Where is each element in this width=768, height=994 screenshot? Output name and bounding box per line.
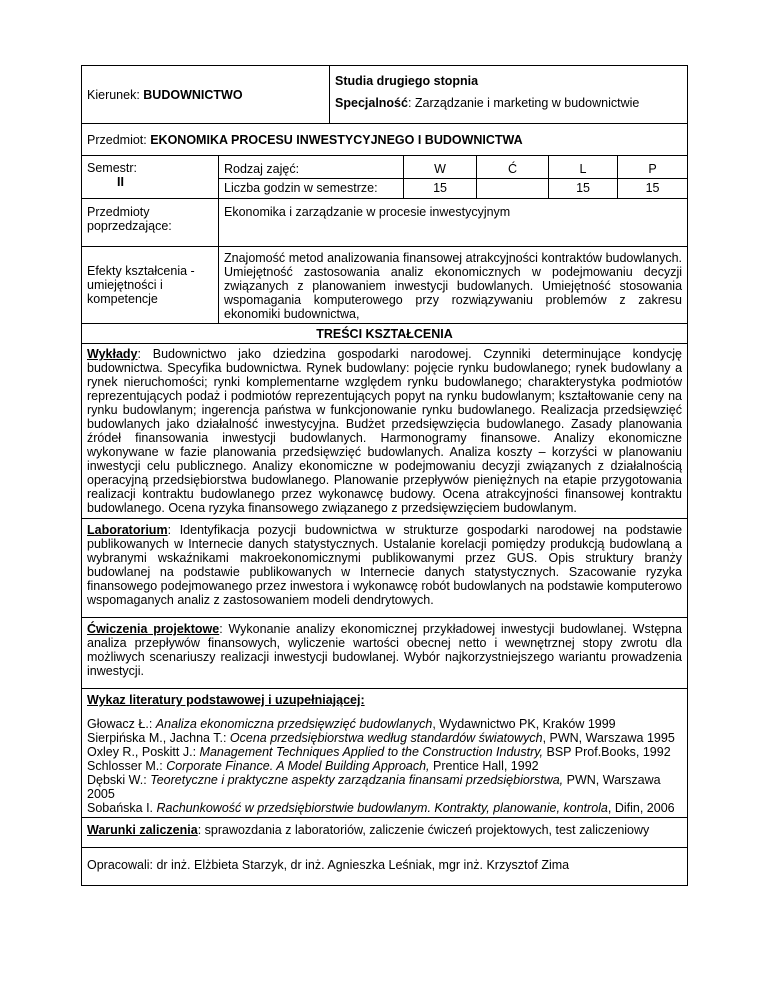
lit-rest: BSP Prof.Books, 1992 bbox=[543, 745, 671, 759]
syllabus-table bbox=[81, 65, 688, 886]
literatura-item bbox=[87, 717, 682, 731]
tresci-row bbox=[82, 324, 688, 344]
lit-title: Corporate Finance. A Model Building Approach, bbox=[166, 759, 430, 773]
cwiczenia-label: Ćwiczenia projektowe bbox=[87, 622, 220, 636]
laboratorium-text: : Identyfikacja pozycji budownictwa w strukturze gospodarki narodowej na podstawie publikowanych w Internecie danych statystycznych. Ustalanie korelacji pomiędzy produkcją budowlaną a wybranymi wskaźnikami makroekonomicznymi publikowanymi przez GUS. Opis struktury branży budowlanej na podstawie publikowanych w Internecie danych statystycznych. Szacowanie ryzyka finansowego podejmowanego przez inwestora i wykonawcę robót budowlanych na podstawie komputerowo wspomaganych analiz z zastosowaniem modeli dendrytowych. bbox=[87, 523, 683, 607]
literatura-item bbox=[87, 745, 682, 759]
przedmiot-row bbox=[82, 124, 688, 156]
przedmiot-cell bbox=[82, 124, 688, 156]
lit-author: Oxley R., Poskitt J.: bbox=[87, 745, 200, 759]
wyklady-row bbox=[82, 344, 688, 519]
opracowali-row bbox=[82, 848, 688, 886]
przedmiot-value: EKONOMIKA PROCESU INWESTYCYJNEGO I BUDOWNICTWA bbox=[150, 132, 523, 147]
cwiczenia-row bbox=[82, 618, 688, 689]
opracowali-cell bbox=[82, 848, 688, 886]
wyklady-cell bbox=[82, 344, 688, 519]
kierunek-cell bbox=[82, 66, 330, 124]
warunki-text: : sprawozdania z laboratoriów, zaliczenie ćwiczeń projektowych, test zaliczeniowy bbox=[197, 823, 650, 837]
literatura-list bbox=[87, 717, 682, 815]
studia-label: Studia drugiego stopnia bbox=[335, 74, 479, 88]
cwiczenia-cell bbox=[82, 618, 688, 689]
header-row bbox=[82, 66, 688, 124]
godziny-label: Liczba godzin w semestrze: bbox=[219, 179, 404, 199]
lit-author: Sierpińska M., Jachna T.: bbox=[87, 731, 230, 745]
tresci-title bbox=[82, 324, 688, 344]
hours-w: 15 bbox=[404, 179, 477, 199]
syllabus-sheet bbox=[81, 65, 687, 886]
literatura-item bbox=[87, 773, 682, 801]
przedmiot-label: Przedmiot: bbox=[87, 132, 151, 147]
lit-title: Rachunkowość w przedsiębiorstwie budowlanym. Kontrakty, planowanie, kontrola bbox=[156, 801, 608, 815]
lit-rest: , Wydawnictwo PK, Kraków 1999 bbox=[432, 717, 616, 731]
literatura-row bbox=[82, 689, 688, 818]
warunki-cell bbox=[82, 818, 688, 848]
przedmioty-row bbox=[82, 199, 688, 247]
semestr-cell bbox=[82, 156, 219, 199]
laboratorium-row bbox=[82, 519, 688, 618]
hours-c bbox=[477, 179, 549, 199]
lit-author: Głowacz Ł.: bbox=[87, 717, 156, 731]
col-l-header: L bbox=[549, 156, 618, 179]
studia-cell bbox=[330, 66, 688, 124]
lit-author: Schlosser M.: bbox=[87, 759, 167, 773]
warunki-row bbox=[82, 818, 688, 848]
tresci-title-text: TREŚCI KSZTAŁCENIA bbox=[316, 327, 453, 341]
literatura-item bbox=[87, 801, 682, 815]
specjalnosc-line bbox=[335, 96, 639, 110]
literatura-cell bbox=[82, 689, 688, 818]
col-p-header: P bbox=[618, 156, 688, 179]
semestr-value: II bbox=[117, 175, 124, 189]
specjalnosc-value: : Zarządzanie i marketing w budownictwie bbox=[407, 96, 640, 110]
efekty-value: Znajomość metod analizowania finansowej atrakcyjności kontraktów budowlanych. Umiejętność zastosowania analiz ekonomicznych w podejmowaniu decyzji związanych z planowaniem inwestycji budowlanych. Umiejętność stosowania wspomagania komputerowego przy rozwiązywaniu problemów z zakresu ekonomiki budownictwa, bbox=[219, 247, 688, 324]
hours-l: 15 bbox=[549, 179, 618, 199]
laboratorium-label: Laboratorium bbox=[87, 523, 168, 537]
lit-author: Sobańska I. bbox=[87, 801, 157, 815]
lit-title: Ocena przedsiębiorstwa według standardów światowych bbox=[229, 731, 543, 745]
literatura-item bbox=[87, 759, 682, 773]
kierunek-value: BUDOWNICTWO bbox=[143, 87, 243, 102]
specjalnosc-label: Specjalność bbox=[335, 96, 408, 110]
literatura-item bbox=[87, 731, 682, 745]
col-c-header: Ć bbox=[477, 156, 549, 179]
cwiczenia-text: : Wykonanie analizy ekonomicznej przykładowej inwestycji budowlanej. Wstępna analiza przepływów finansowych, wyliczenie wartości obecnej netto i wewnętrznej stopy zwrotu dla możliwych scenariuszy realizacji inwestycji budowlanej. Wybór najkorzystniejszego wariantu prowadzenia inwestycji. bbox=[87, 622, 683, 678]
warunki-label: Warunki zaliczenia bbox=[87, 823, 198, 837]
rodzaj-label: Rodzaj zajęć: bbox=[219, 156, 404, 179]
wyklady-text: : Budownictwo jako dziedzina gospodarki narodowej. Czynniki determinujące kondycję budownictwa. Specyfika budownictwa. Rynek budowlany: pojęcie rynku budowlanego; rynek budowlany a rynek nieruchomości; rynki komplementarne względem rynku budowlanego; charakterystyka podmiotów reprezentujących podaż i podmiotów reprezentujących popyt na rynku budowlanym; kształtowanie ceny na rynku budowlanym; ingerencja państwa w funkcjonowanie rynku budowlanego. Realizacja przedsięwzięć budowlanych jako działalność inwestycyjna. Budżet przedsięwzięcia budowlanego. Zasady planowania źródeł finansowania inwestycji budowlanych. Harmonogramy finansowe. Analizy ekonomiczne wykonywane w fazie planowania przedsięwzięć budowlanych. Analiza koszty – korzyści w planowaniu inwestycji celu publicznego. Analizy ekonomiczne w podejmowaniu decyzji związanych z działalnością operacyjną przedsiębiorstwa budowlanego. Planowanie przepływów pieniężnych na etapie przygotowania realizacji kontraktu budowlanego przez wykonawcę budowy. Ocena atrakcyjności finansowej kontraktu budowlanego. Ocena ryzyka finansowego związanego z przedsięwzięciem budowlanym. bbox=[87, 347, 683, 515]
przedmioty-label: Przedmioty poprzedzające: bbox=[82, 199, 219, 247]
semestr-row-1 bbox=[82, 156, 688, 179]
efekty-row bbox=[82, 247, 688, 324]
literatura-title: Wykaz literatury podstawowej i uzupełniającej: bbox=[87, 693, 365, 707]
lit-rest: PWN, Warszawa 2005 bbox=[87, 773, 661, 801]
przedmioty-value: Ekonomika i zarządzanie w procesie inwestycyjnym bbox=[219, 199, 688, 247]
semestr-label: Semestr: bbox=[87, 161, 138, 175]
lit-rest: , PWN, Warszawa 1995 bbox=[542, 731, 675, 745]
lit-title: Analiza ekonomiczna przedsięwzięć budowlanych bbox=[155, 717, 433, 731]
col-w-header: W bbox=[404, 156, 477, 179]
lit-title: Management Techniques Applied to the Construction Industry, bbox=[199, 745, 544, 759]
hours-p: 15 bbox=[618, 179, 688, 199]
wyklady-label: Wykłady bbox=[87, 347, 138, 361]
lit-rest: Prentice Hall, 1992 bbox=[429, 759, 539, 773]
lit-title: Teoretyczne i praktyczne aspekty zarządzania finansami przedsiębiorstwa, bbox=[150, 773, 564, 787]
opracowali-text: Opracowali: dr inż. Elżbieta Starzyk, dr inż. Agnieszka Leśniak, mgr inż. Krzysztof Zima bbox=[87, 858, 570, 872]
kierunek-label: Kierunek: bbox=[87, 87, 144, 102]
lit-rest: , Difin, 2006 bbox=[607, 801, 675, 815]
efekty-label: Efekty kształcenia - umiejętności i kompetencje bbox=[82, 247, 219, 324]
laboratorium-cell bbox=[82, 519, 688, 618]
lit-author: Dębski W.: bbox=[87, 773, 151, 787]
